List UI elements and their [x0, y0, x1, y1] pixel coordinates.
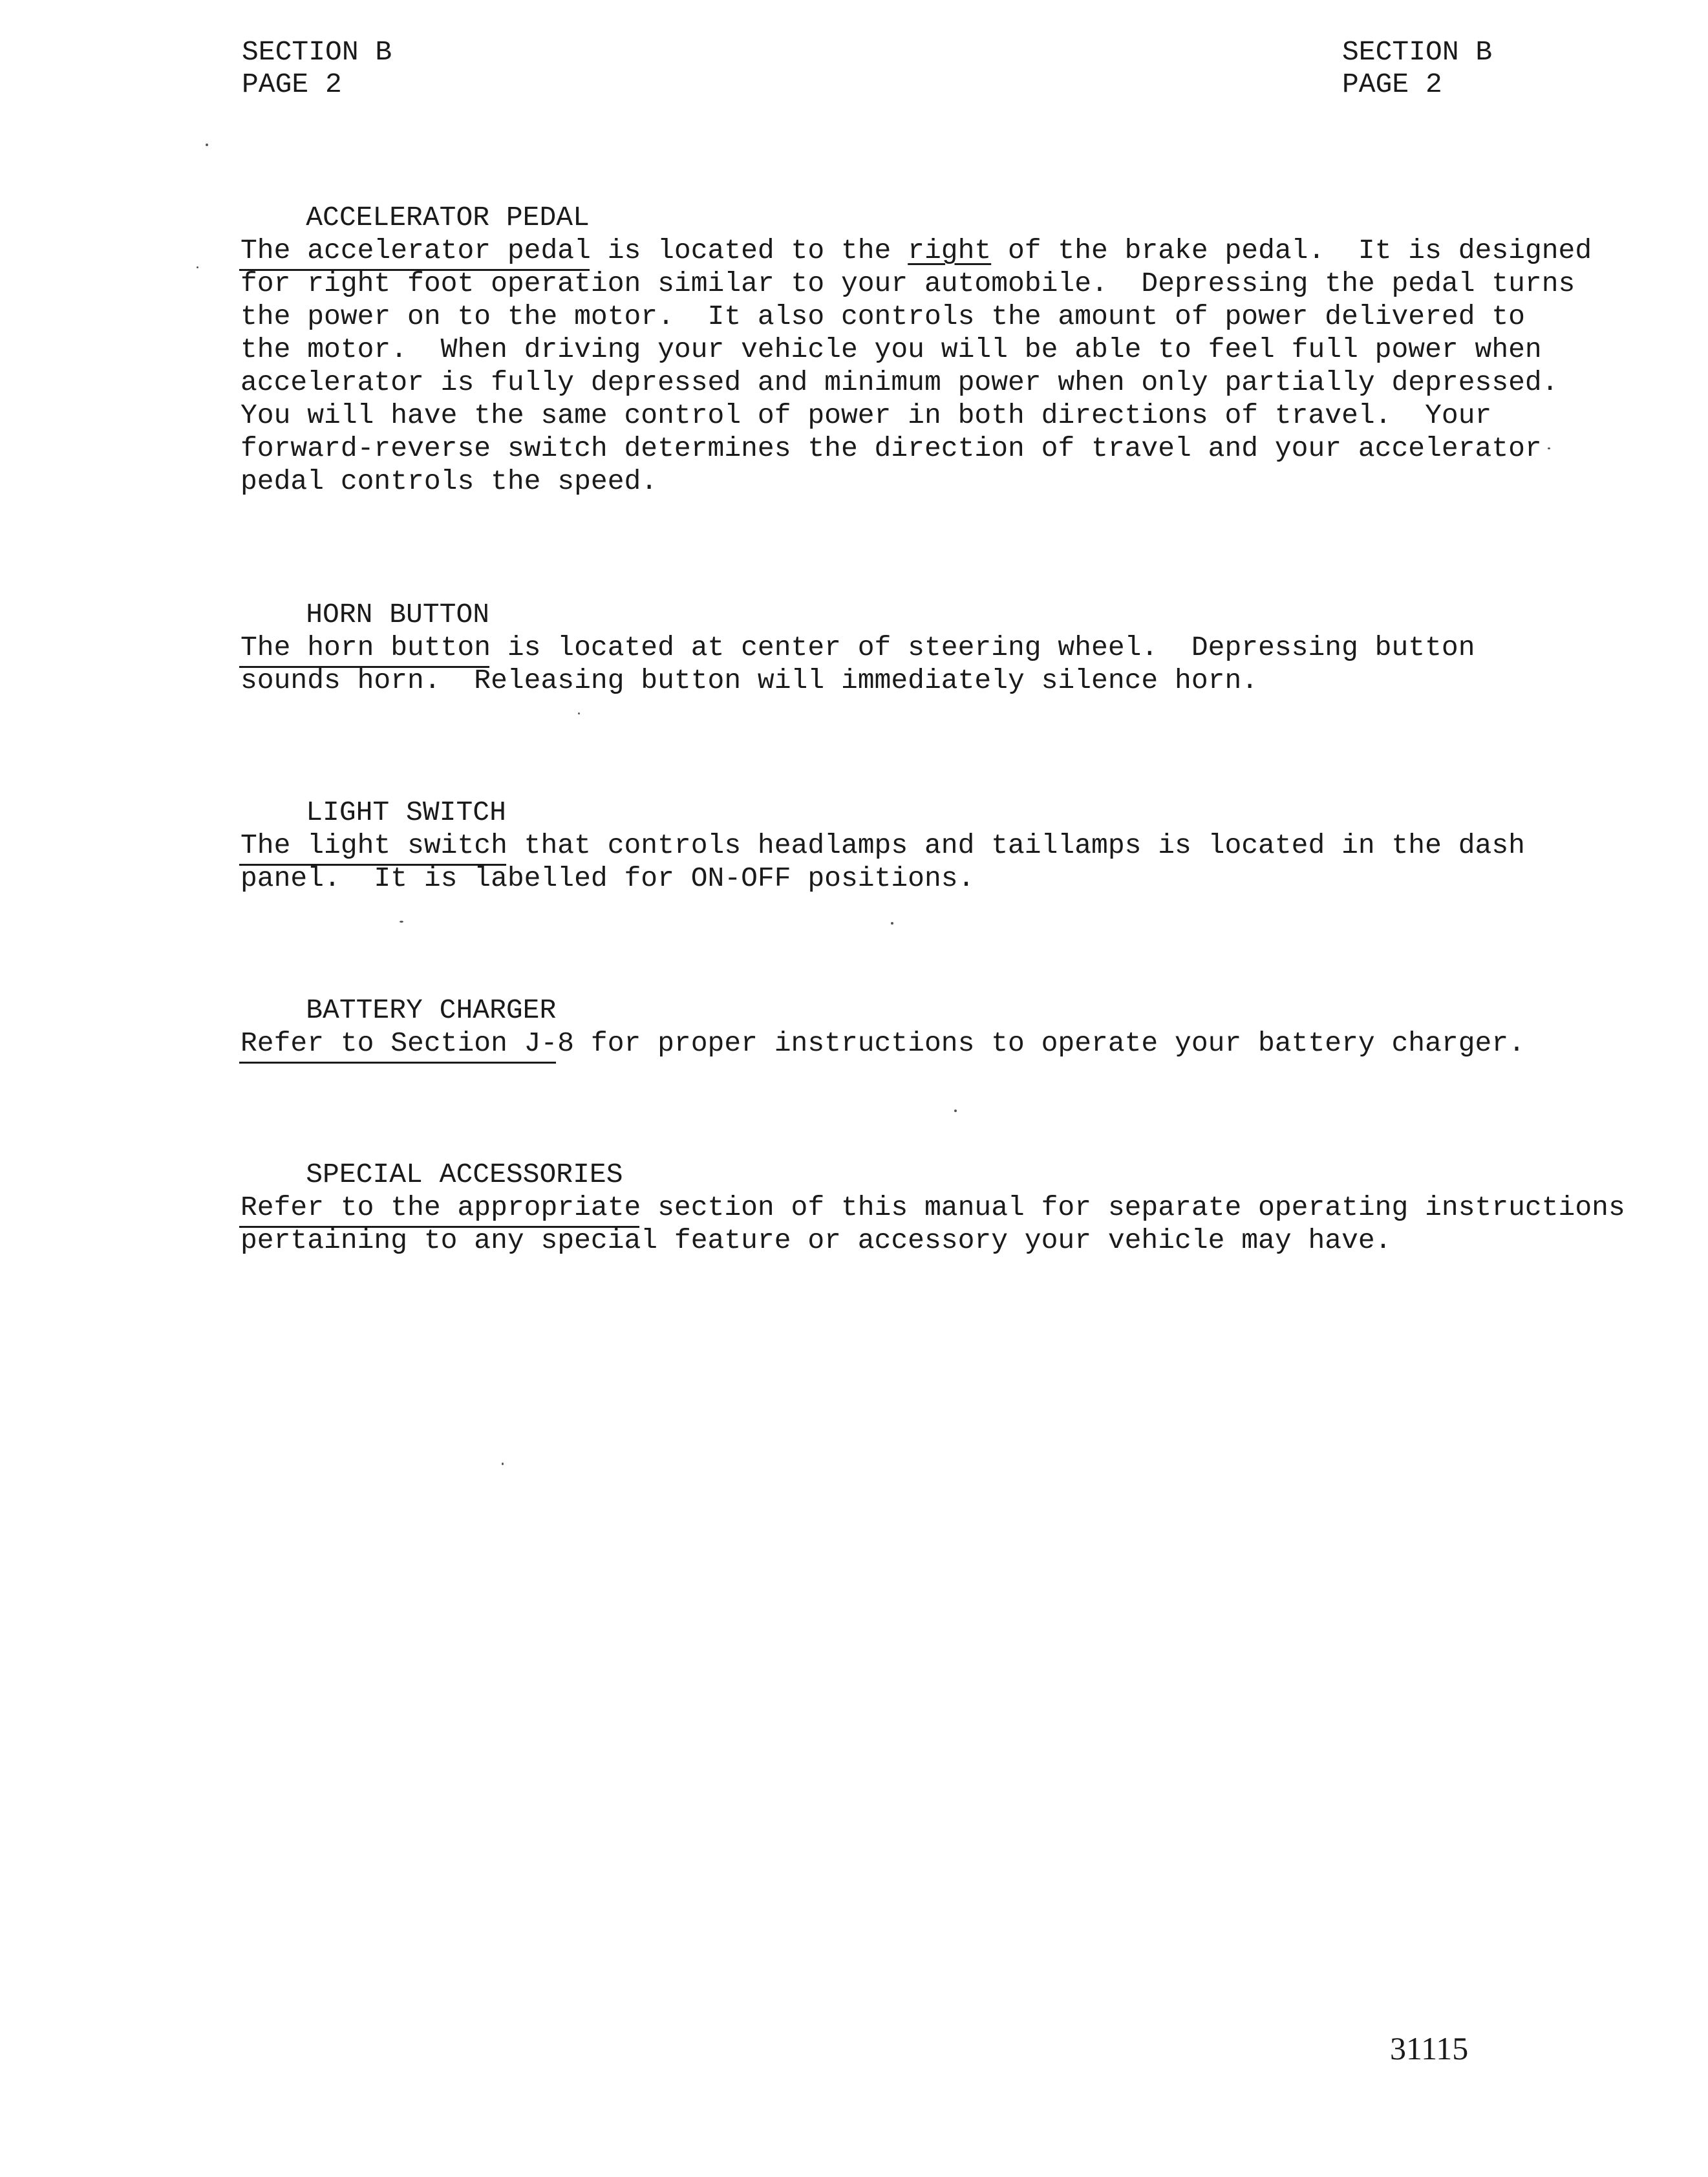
paragraph-horn-button [240, 631, 1475, 697]
header-left-section: SECTION B [242, 36, 392, 68]
accelerator-emphasis-right: right [908, 235, 992, 266]
heading-accelerator-text: ACCELERATOR PEDAL [306, 202, 590, 233]
page-number: 31115 [1390, 2030, 1469, 2066]
scan-speck [954, 1110, 957, 1112]
paragraph-special-accessories [240, 1191, 1625, 1257]
accelerator-line-1-pre: The accelerator pedal is located to the [240, 235, 908, 266]
accelerator-line-3: the power on to the motor. It also controls the amount of power delivered to [240, 301, 1525, 332]
accelerator-line-1-post: of the brake pedal. It is designed [991, 235, 1592, 266]
header-right-section: SECTION B [1342, 36, 1493, 68]
accelerator-line-2: for right foot operation similar to your automobile. Depressing the pedal turns [240, 268, 1575, 299]
header-right-page: PAGE 2 [1342, 69, 1442, 100]
header-right [1342, 36, 1492, 101]
scan-speck [891, 922, 893, 925]
heading-battery-underline [239, 1062, 556, 1064]
light-line-2: panel. It is labelled for ON-OFF positions. [240, 863, 975, 894]
special-line-1: Refer to the appropriate section of this manual for separate operating instructions [240, 1192, 1625, 1223]
paragraph-accelerator-pedal [240, 234, 1592, 498]
scan-speck [197, 266, 198, 268]
heading-battery-text: BATTERY CHARGER [306, 994, 557, 1026]
accelerator-line-7: forward-reverse switch determines the direction of travel and your accelerator [240, 433, 1542, 464]
heading-light-text: LIGHT SWITCH [306, 797, 506, 828]
accelerator-line-5: accelerator is fully depressed and minimum power when only partially depressed. [240, 367, 1559, 398]
scan-speck [1548, 447, 1550, 449]
heading-special-text: SPECIAL ACCESSORIES [306, 1159, 640, 1190]
paragraph-battery-charger [240, 1027, 1525, 1060]
paragraph-light-switch [240, 829, 1525, 895]
scan-speck [578, 713, 580, 714]
scan-speck [206, 144, 208, 146]
accelerator-line-4: the motor. When driving your vehicle you will be able to feel full power when [240, 334, 1542, 365]
battery-line-1: Refer to Section J-8 for proper instructions to operate your battery charger. [240, 1027, 1525, 1059]
horn-line-1: The horn button is located at center of steering wheel. Depressing button [240, 632, 1475, 663]
scan-speck [400, 921, 403, 923]
light-line-1: The light switch that controls headlamps and taillamps is located in the dash [240, 830, 1525, 861]
header-left-page: PAGE 2 [242, 69, 342, 100]
scan-speck [502, 1463, 504, 1465]
accelerator-line-6: You will have the same control of power in both directions of travel. Your [240, 400, 1492, 431]
header-left [242, 36, 392, 101]
special-line-2: pertaining to any special feature or accessory your vehicle may have. [240, 1225, 1392, 1256]
horn-line-2: sounds horn. Releasing button will immediately silence horn. [240, 665, 1259, 696]
heading-horn-text: HORN BUTTON [306, 599, 490, 630]
accelerator-line-8: pedal controls the speed. [240, 466, 658, 497]
